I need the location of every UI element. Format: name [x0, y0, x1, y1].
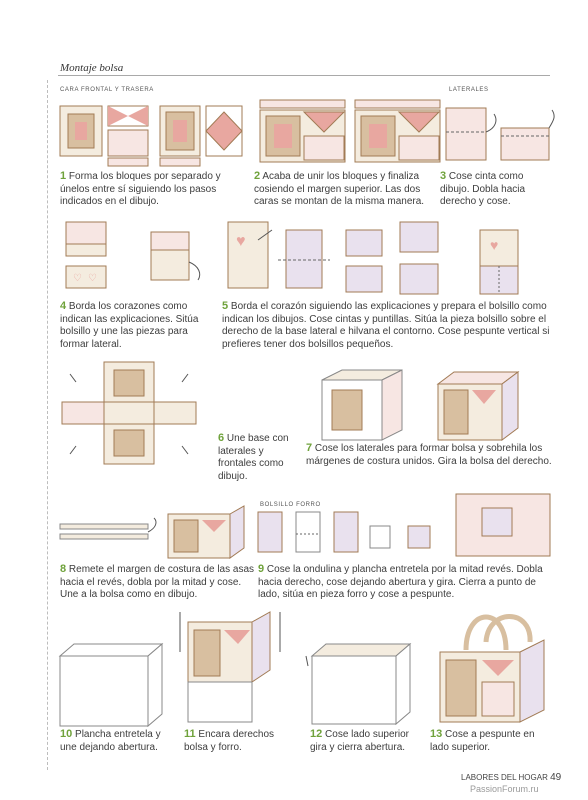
step-4: 4 Borda los corazones como indican las explicaciones. Sitúa bolsillo y une las piezas para formar lateral.: [60, 300, 199, 350]
block-a: [60, 106, 102, 156]
step-5: 5 Borda el corazón siguiendo las explicaciones y prepara el bolsillo como indican los dibujos. Cose cintas y puntillas. Sitúa la pieza bolsillo sobre el derecho de la base lateral e hilvana el contorno. Cose pespunte vertical si prefieres tener dos bolsillos pequeños.: [222, 300, 550, 350]
arrow-icon: [70, 374, 76, 382]
watermark: PassionForum.ru: [470, 784, 539, 794]
step-12: 12 Cose lado superior gira y cierra abertura.: [310, 728, 409, 753]
step3-illustration: [446, 98, 556, 168]
step-2: 2 Acaba de unir los bloques y finaliza cosiendo el margen superior. Las dos caras se montan de la misma manera.: [254, 170, 425, 207]
label-cara-frontal: CARA FRONTAL Y TRASERA: [60, 87, 154, 93]
svg-text:♥: ♥: [490, 237, 499, 253]
step10-illustration: [60, 636, 170, 728]
svg-text:♡: ♡: [88, 273, 97, 284]
magazine-name: LABORES DEL HOGAR: [461, 773, 548, 782]
step11-illustration: [180, 612, 290, 728]
step2-illustration: [260, 98, 440, 168]
step8-illustration: [60, 506, 250, 564]
label-bolsillo-forro: BOLSILLO FORRO: [260, 502, 321, 508]
step7-illustration: [312, 368, 542, 448]
page-title: Montaje bolsa: [60, 62, 124, 74]
step9b-illustration: [456, 494, 552, 558]
step4-illustration: [66, 222, 216, 292]
step9-illustration: [258, 508, 448, 558]
arrow-icon: [306, 656, 308, 666]
heart-icon: ♥: [236, 233, 246, 250]
step-3: 3 Cose cinta como dibujo. Dobla hacia derecho y cose.: [440, 170, 526, 207]
arrow-icon: [182, 446, 188, 454]
block-d: [206, 106, 242, 156]
step5-illustration: [228, 222, 558, 302]
block-b: [108, 106, 148, 156]
svg-text:♡: ♡: [73, 273, 82, 284]
step-1: 1 Forma los bloques por separado y únelos entre sí siguiendo los pasos indicados en el dibujo.: [60, 170, 221, 207]
step-13: 13 Cose a pespunte en lado superior.: [430, 728, 535, 753]
label-laterales: LATERALES: [449, 87, 489, 93]
page-footer: [461, 772, 561, 783]
step13-illustration: [436, 602, 556, 728]
step-7: 7 Cose los laterales para formar bolsa y sobrehila los márgenes de costura unidos. Gira la bolsa del derecho.: [306, 442, 552, 467]
step6-illustration: [62, 362, 212, 482]
page-number: 49: [550, 772, 562, 783]
arrow-icon: [182, 374, 188, 382]
step-11: 11 Encara derechos bolsa y forro.: [184, 728, 275, 753]
step-9: 9 Cose la ondulina y plancha entretela por la mitad revés. Dobla hacia derecho, cose dejando abertura y gira. Cierra a punto de lado, sitúa en pieza forro y cose a pespunte.: [258, 563, 543, 600]
step-6: 6 Une base con laterales y frontales como dibujo.: [218, 432, 289, 482]
block-c: [160, 106, 200, 156]
arrow-icon: [70, 446, 76, 454]
side-dashed-rule: [47, 80, 49, 770]
step-8: 8 Remete el margen de costura de las asas hacia el revés, dobla por la mitad y cose. Une a la bolsa como en dibujo.: [60, 563, 255, 600]
title-rule: [58, 75, 550, 76]
step12-illustration: [306, 640, 416, 728]
step-10: 10 Plancha entretela y une dejando abertura.: [60, 728, 161, 753]
step1-illustration: [60, 98, 245, 168]
